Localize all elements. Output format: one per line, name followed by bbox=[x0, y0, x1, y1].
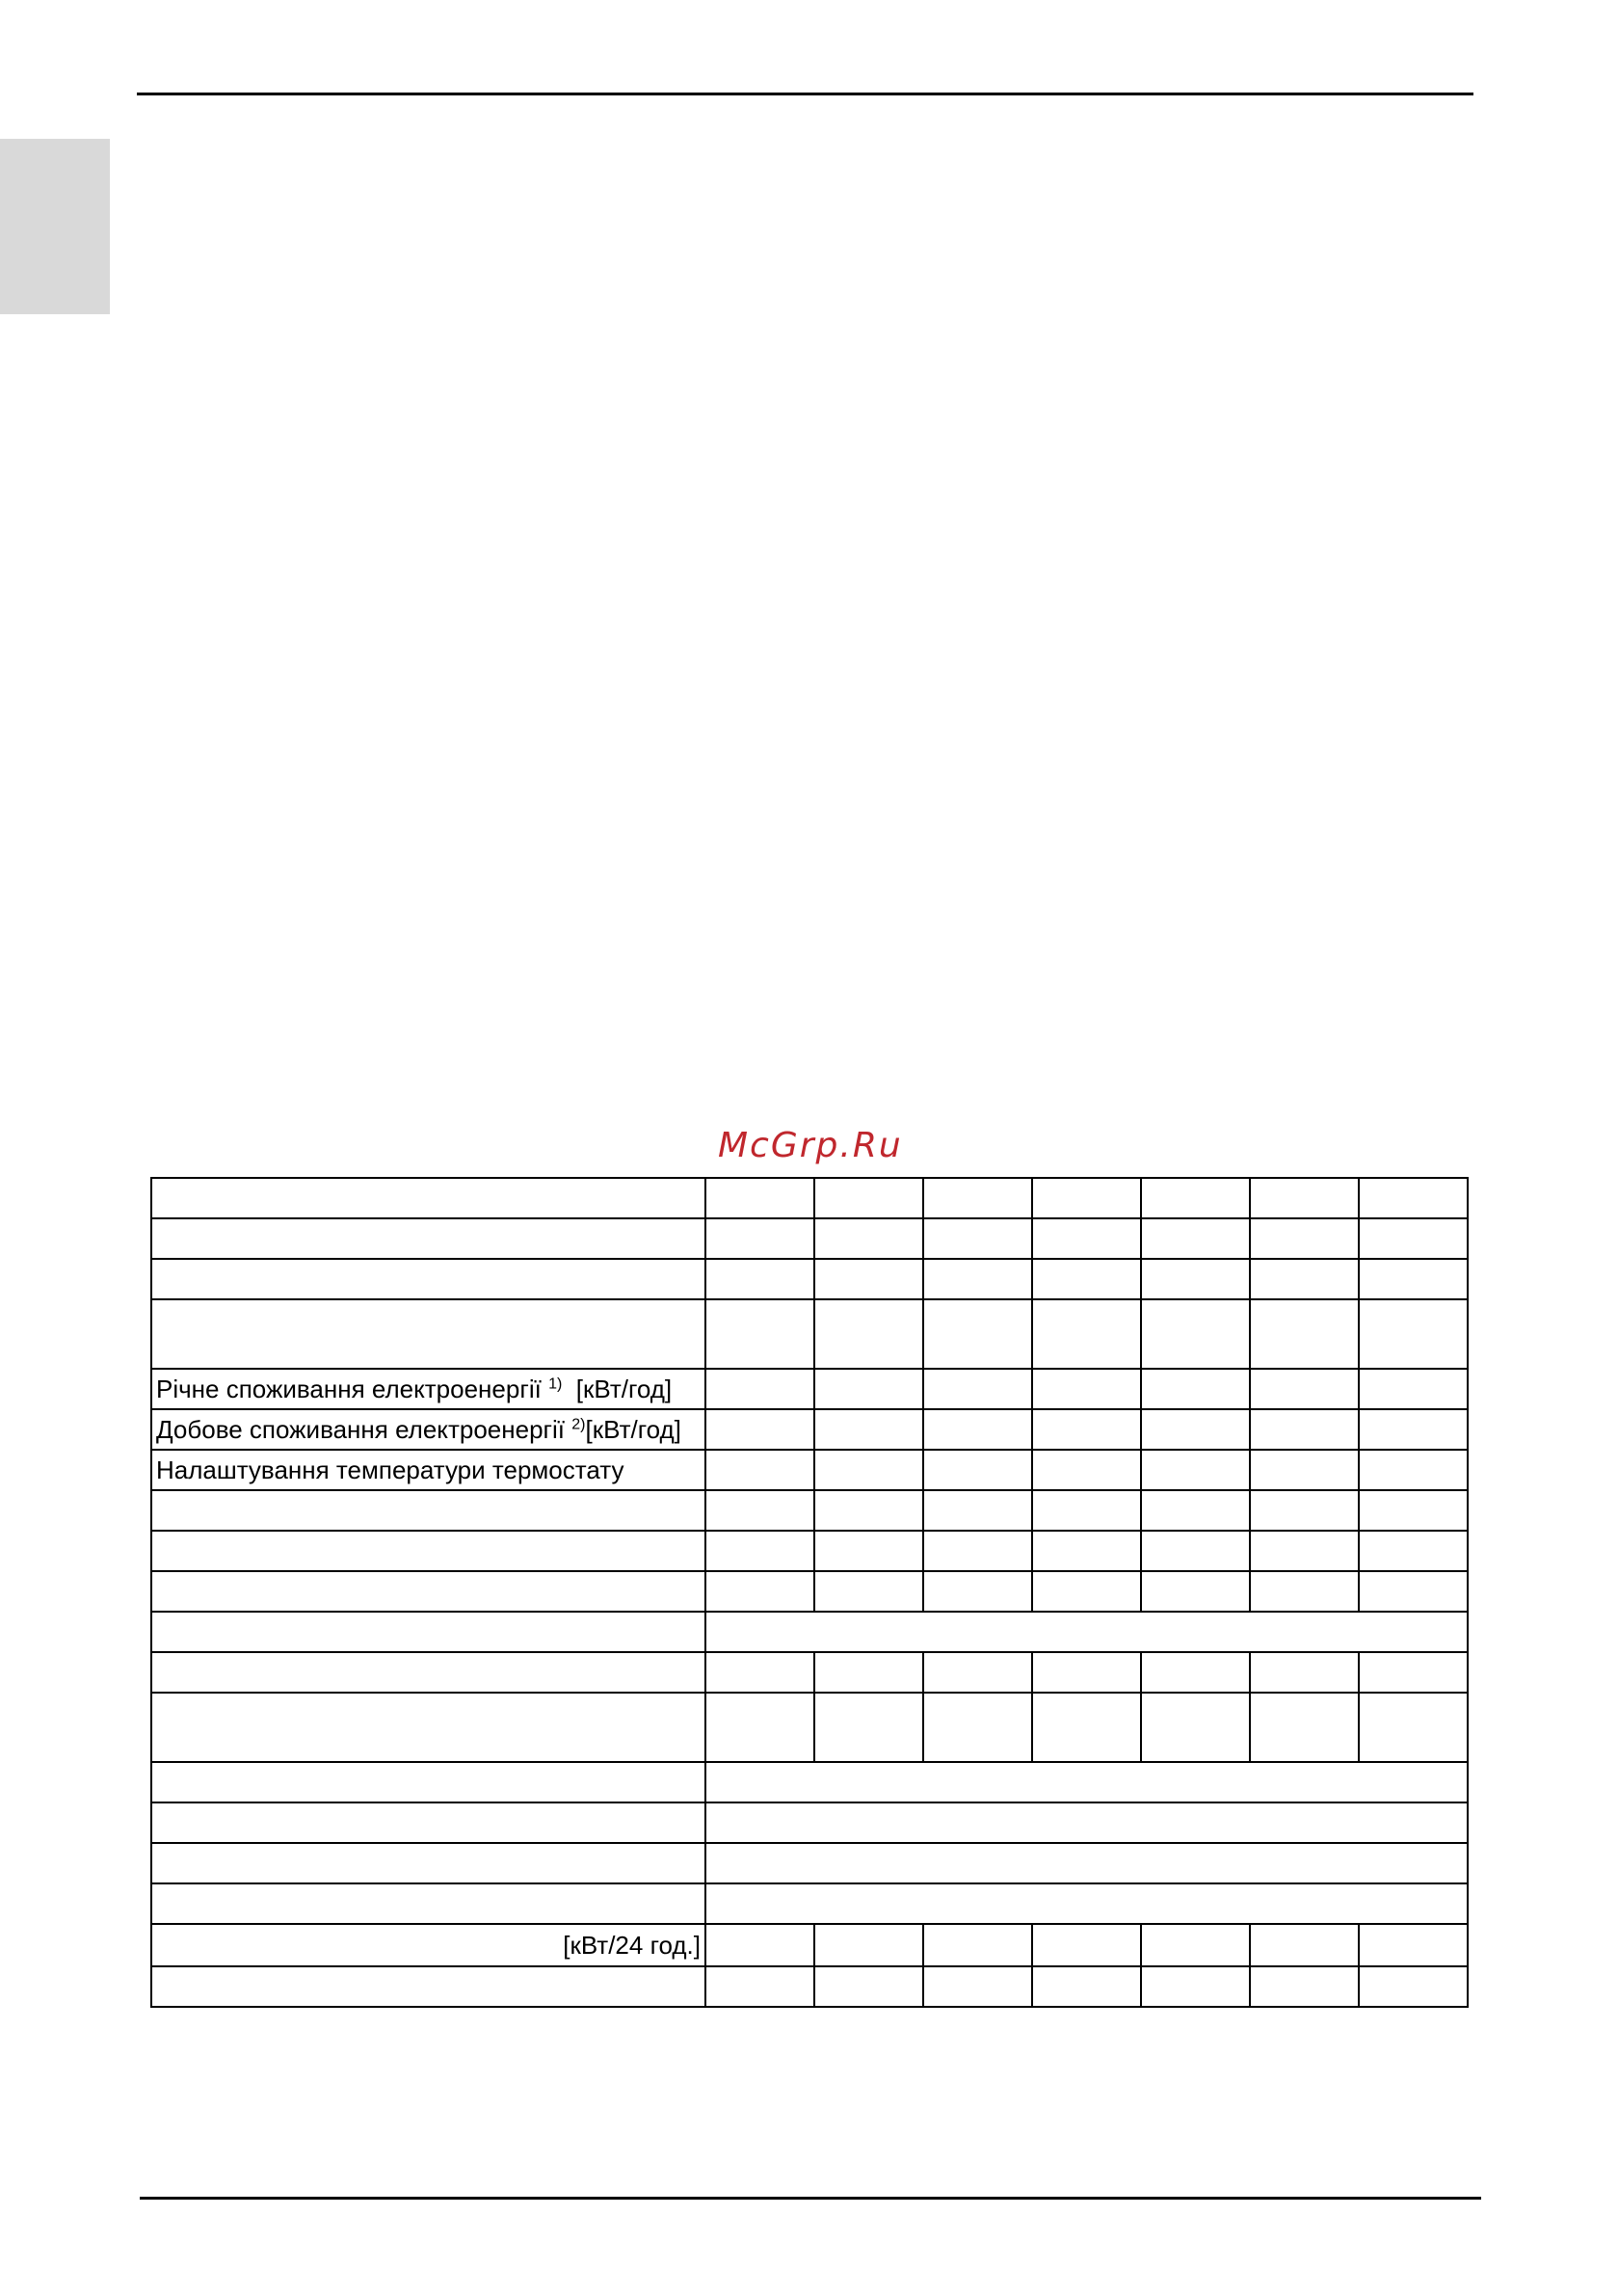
value-cell bbox=[923, 1571, 1032, 1612]
value-cell bbox=[1250, 1178, 1359, 1218]
value-cell bbox=[1359, 1966, 1468, 2007]
value-cell bbox=[705, 1178, 814, 1218]
footnote-marker: 2) bbox=[571, 1416, 586, 1433]
value-cell bbox=[1250, 1369, 1359, 1409]
value-cell bbox=[705, 1218, 814, 1259]
value-cell bbox=[705, 1693, 814, 1762]
value-cell bbox=[1250, 1299, 1359, 1369]
table-row bbox=[151, 1762, 1468, 1802]
value-cell bbox=[1032, 1571, 1141, 1612]
value-cell bbox=[1032, 1966, 1141, 2007]
value-cell bbox=[1359, 1299, 1468, 1369]
row-label bbox=[151, 1883, 705, 1924]
value-cell bbox=[1359, 1652, 1468, 1693]
value-cell bbox=[1359, 1178, 1468, 1218]
table-row bbox=[151, 1924, 1468, 1966]
value-cell bbox=[1359, 1259, 1468, 1299]
value-cell bbox=[705, 1531, 814, 1571]
value-cell bbox=[705, 1571, 814, 1612]
row-label-text: Добове споживання електроенергії bbox=[156, 1415, 566, 1444]
row-label bbox=[151, 1259, 705, 1299]
table-row bbox=[151, 1450, 1468, 1490]
value-cell bbox=[1250, 1450, 1359, 1490]
value-cell bbox=[705, 1490, 814, 1531]
row-label bbox=[151, 1218, 705, 1259]
value-cell bbox=[923, 1966, 1032, 2007]
table-row bbox=[151, 1299, 1468, 1369]
row-label bbox=[151, 1612, 705, 1652]
value-cell bbox=[1032, 1218, 1141, 1259]
value-cell bbox=[1032, 1178, 1141, 1218]
value-cell bbox=[1250, 1531, 1359, 1571]
row-unit: [кВт/год] bbox=[585, 1415, 681, 1444]
value-cell bbox=[1141, 1693, 1250, 1762]
table-row bbox=[151, 1883, 1468, 1924]
value-cell bbox=[923, 1409, 1032, 1450]
value-cell bbox=[1032, 1531, 1141, 1571]
value-cell bbox=[923, 1652, 1032, 1693]
row-label bbox=[151, 1762, 705, 1802]
value-cell bbox=[1032, 1490, 1141, 1531]
row-unit: [кВт/год] bbox=[575, 1375, 673, 1403]
table-row bbox=[151, 1259, 1468, 1299]
value-cell bbox=[705, 1652, 814, 1693]
value-cell bbox=[1250, 1218, 1359, 1259]
value-cell bbox=[1141, 1652, 1250, 1693]
value-cell bbox=[814, 1218, 923, 1259]
row-label-text: [кВт/24 год.] bbox=[563, 1931, 701, 1960]
row-label bbox=[151, 1843, 705, 1883]
value-cell bbox=[1141, 1259, 1250, 1299]
value-cell bbox=[1141, 1369, 1250, 1409]
value-cell bbox=[705, 1259, 814, 1299]
row-label bbox=[151, 1369, 705, 1409]
header-rule bbox=[137, 93, 1473, 95]
value-cell bbox=[705, 1966, 814, 2007]
value-cell bbox=[923, 1369, 1032, 1409]
value-cell bbox=[1359, 1218, 1468, 1259]
row-label bbox=[151, 1966, 705, 2007]
side-language-tab bbox=[0, 139, 110, 314]
value-cell bbox=[923, 1693, 1032, 1762]
spec-table bbox=[150, 1177, 1469, 2008]
row-label bbox=[151, 1531, 705, 1571]
merged-value-cell bbox=[705, 1883, 1468, 1924]
value-cell bbox=[1141, 1490, 1250, 1531]
row-label bbox=[151, 1490, 705, 1531]
table-row bbox=[151, 1571, 1468, 1612]
value-cell bbox=[1141, 1218, 1250, 1259]
value-cell bbox=[923, 1259, 1032, 1299]
row-label bbox=[151, 1450, 705, 1490]
footer-rule bbox=[140, 2197, 1481, 2200]
value-cell bbox=[705, 1924, 814, 1966]
value-cell bbox=[705, 1450, 814, 1490]
value-cell bbox=[923, 1178, 1032, 1218]
table-row bbox=[151, 1802, 1468, 1843]
value-cell bbox=[1032, 1924, 1141, 1966]
value-cell bbox=[923, 1450, 1032, 1490]
value-cell bbox=[814, 1531, 923, 1571]
value-cell bbox=[1250, 1409, 1359, 1450]
merged-value-cell bbox=[705, 1612, 1468, 1652]
value-cell bbox=[1032, 1299, 1141, 1369]
value-cell bbox=[1141, 1299, 1250, 1369]
value-cell bbox=[1032, 1652, 1141, 1693]
table-row bbox=[151, 1652, 1468, 1693]
merged-value-cell bbox=[705, 1762, 1468, 1802]
value-cell bbox=[1032, 1693, 1141, 1762]
value-cell bbox=[1032, 1409, 1141, 1450]
value-cell bbox=[814, 1652, 923, 1693]
footnote-marker: 1) bbox=[548, 1375, 563, 1393]
row-label bbox=[151, 1409, 705, 1450]
value-cell bbox=[923, 1218, 1032, 1259]
table-row bbox=[151, 1843, 1468, 1883]
row-label bbox=[151, 1693, 705, 1762]
row-label bbox=[151, 1802, 705, 1843]
value-cell bbox=[1141, 1966, 1250, 2007]
table-row bbox=[151, 1966, 1468, 2007]
value-cell bbox=[705, 1299, 814, 1369]
value-cell bbox=[814, 1409, 923, 1450]
value-cell bbox=[814, 1259, 923, 1299]
value-cell bbox=[923, 1299, 1032, 1369]
table-row bbox=[151, 1178, 1468, 1218]
row-label bbox=[151, 1178, 705, 1218]
value-cell bbox=[1359, 1693, 1468, 1762]
value-cell bbox=[814, 1369, 923, 1409]
value-cell bbox=[1250, 1259, 1359, 1299]
value-cell bbox=[814, 1966, 923, 2007]
value-cell bbox=[814, 1178, 923, 1218]
value-cell bbox=[814, 1693, 923, 1762]
value-cell bbox=[814, 1490, 923, 1531]
value-cell bbox=[1250, 1571, 1359, 1612]
row-label-text: Річне споживання електроенергії bbox=[156, 1375, 542, 1403]
value-cell bbox=[1359, 1490, 1468, 1531]
value-cell bbox=[1141, 1450, 1250, 1490]
value-cell bbox=[923, 1924, 1032, 1966]
value-cell bbox=[814, 1571, 923, 1612]
table-row bbox=[151, 1409, 1468, 1450]
value-cell bbox=[1250, 1924, 1359, 1966]
value-cell bbox=[1141, 1531, 1250, 1571]
value-cell bbox=[923, 1490, 1032, 1531]
value-cell bbox=[923, 1531, 1032, 1571]
value-cell bbox=[1141, 1924, 1250, 1966]
row-label bbox=[151, 1571, 705, 1612]
value-cell bbox=[1359, 1531, 1468, 1571]
value-cell bbox=[1141, 1178, 1250, 1218]
value-cell bbox=[1359, 1369, 1468, 1409]
value-cell bbox=[1359, 1450, 1468, 1490]
row-label bbox=[151, 1299, 705, 1369]
value-cell bbox=[1141, 1409, 1250, 1450]
merged-value-cell bbox=[705, 1802, 1468, 1843]
value-cell bbox=[1359, 1409, 1468, 1450]
value-cell bbox=[705, 1369, 814, 1409]
value-cell bbox=[1250, 1490, 1359, 1531]
table-row bbox=[151, 1693, 1468, 1762]
table-row bbox=[151, 1218, 1468, 1259]
value-cell bbox=[1250, 1966, 1359, 2007]
watermark: McGrp.Ru bbox=[718, 1126, 903, 1165]
row-label bbox=[151, 1652, 705, 1693]
value-cell bbox=[1032, 1450, 1141, 1490]
row-label bbox=[151, 1924, 705, 1966]
value-cell bbox=[1032, 1259, 1141, 1299]
value-cell bbox=[1359, 1571, 1468, 1612]
value-cell bbox=[1141, 1571, 1250, 1612]
value-cell bbox=[705, 1409, 814, 1450]
value-cell bbox=[814, 1299, 923, 1369]
value-cell bbox=[1359, 1924, 1468, 1966]
value-cell bbox=[814, 1450, 923, 1490]
table-row bbox=[151, 1531, 1468, 1571]
row-label-text: Налаштування температури термостату bbox=[156, 1455, 624, 1484]
value-cell bbox=[1250, 1693, 1359, 1762]
value-cell bbox=[1250, 1652, 1359, 1693]
value-cell bbox=[1032, 1369, 1141, 1409]
table-row bbox=[151, 1369, 1468, 1409]
merged-value-cell bbox=[705, 1843, 1468, 1883]
table-row bbox=[151, 1490, 1468, 1531]
table-row bbox=[151, 1612, 1468, 1652]
value-cell bbox=[814, 1924, 923, 1966]
